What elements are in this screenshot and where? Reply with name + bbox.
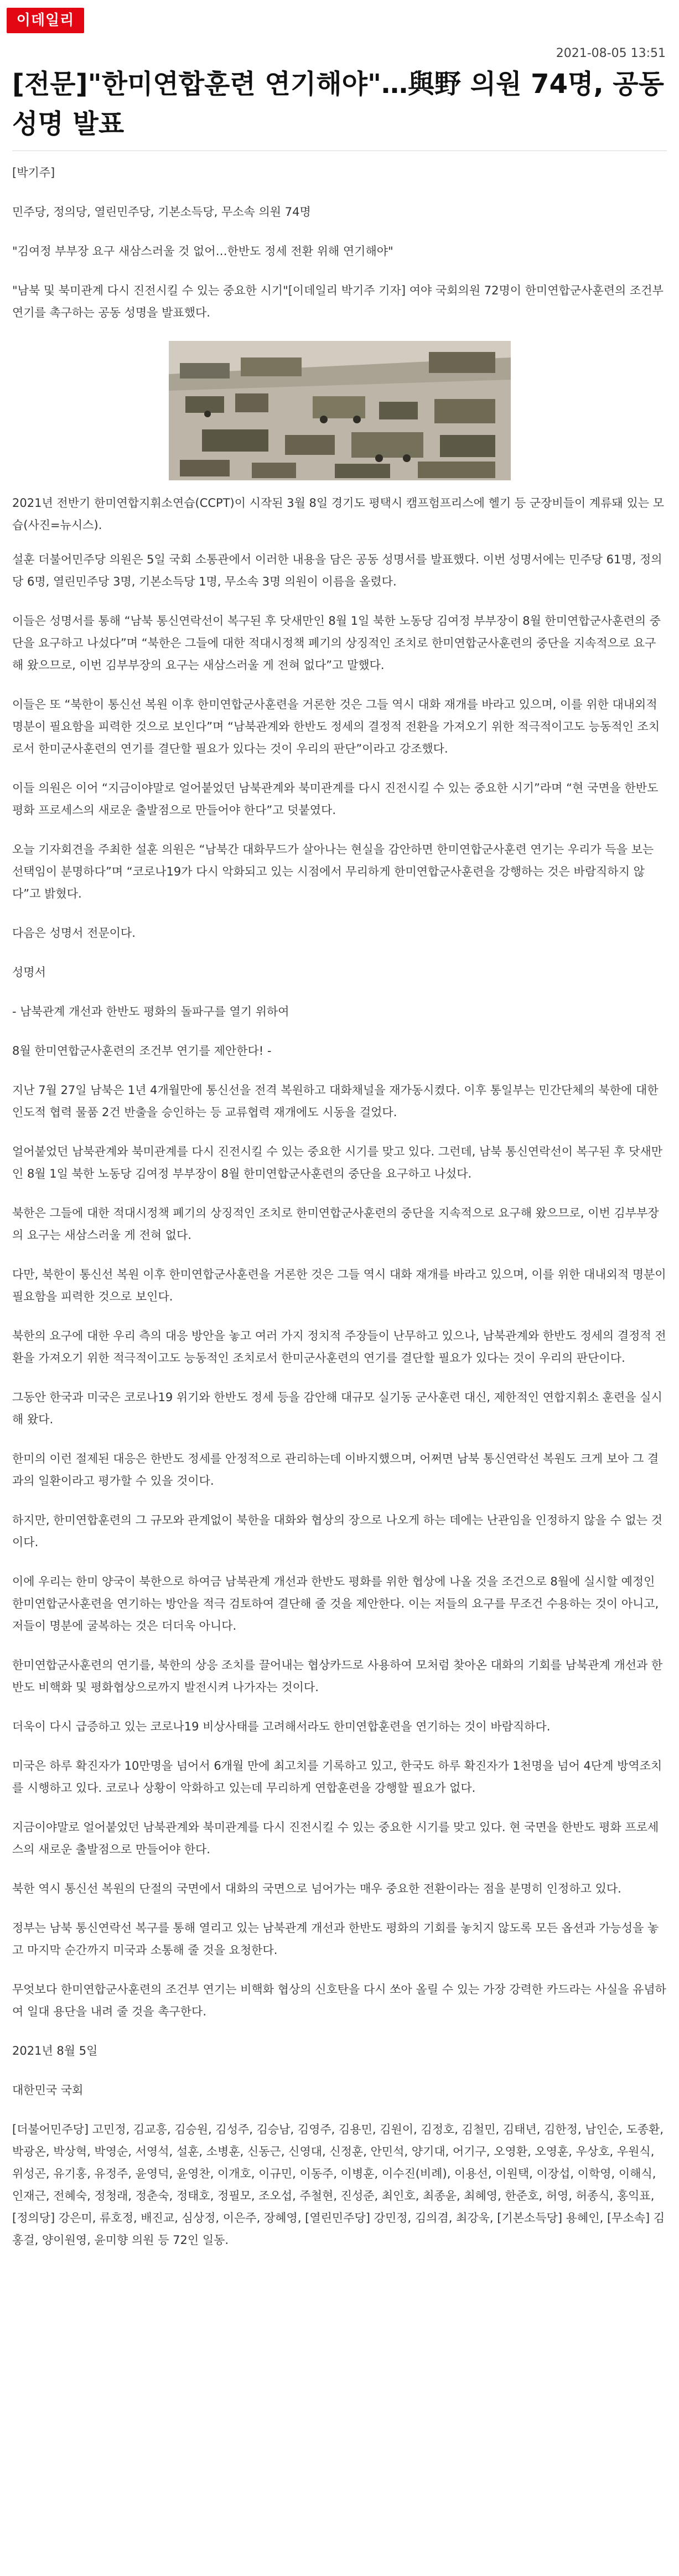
article-paragraph: - 남북관계 개선과 한반도 평화의 돌파구를 열기 위하여: [12, 1005, 289, 1018]
article-paragraph: 이들 의원은 이어 “지금이야말로 얼어붙었던 남북관계와 북미관계를 다시 진전시킬 수 있는 중요한 시기”라며 “현 국면을 한반도 평화 프로세스의 새로운 출발점으로 만들어야 한다”고 덧붙였다.: [12, 781, 659, 817]
article-paragraph: "남북 및 북미관계 다시 진전시킬 수 있는 중요한 시기"[이데일리 박기주 기자] 여야 국회의원 72명이 한미연합군사훈련의 조건부 연기를 촉구하는 공동 성명을 발표했다.: [12, 284, 664, 319]
article-paragraph: 한미연합군사훈련의 연기를, 북한의 상응 조치를 끌어내는 협상카드로 사용하여 모처럼 찾아온 대화의 기회를 남북관계 개선과 한반도 비핵화 및 평화협상으로까지 발전시켜 나가자는 것이다.: [12, 1658, 663, 1694]
article-paragraph: "김여정 부부장 요구 새삼스러울 것 없어…한반도 정세 전환 위해 연기해야": [12, 245, 393, 258]
article-paragraph: 그동안 한국과 미국은 코로나19 위기와 한반도 정세 등을 감안해 대규모 실기동 군사훈련 대신, 제한적인 연합지휘소 훈련을 실시해 왔다.: [12, 1391, 662, 1426]
article-paragraph: [박기주]: [12, 166, 55, 179]
article-paragraph: 정부는 남북 통신연락선 복구를 통해 열리고 있는 남북관계 개선과 한반도 평화의 기회를 놓치지 않도록 모든 옵션과 가능성을 놓고 마지막 순간까지 미국과 소통해 줄 것을 요청한다.: [12, 1921, 659, 1957]
article-paragraph: 얼어붙었던 남북관계와 북미관계를 다시 진전시킬 수 있는 중요한 시기를 맞고 있다. 그런데, 남북 통신연락선이 복구된 후 닷새만인 8월 1일 북한 노동당 김여정 부부장이 8월 한미연합군사훈련의 중단을 요구하고 나섰다.: [12, 1145, 663, 1180]
article-paragraph: 이들은 성명서를 통해 “남북 통신연락선이 복구된 후 닷새만인 8월 1일 북한 노동당 김여정 부부장이 8월 한미연합군사훈련의 중단을 요구하고 나섰다”며 “북한은 그들에 대한 적대시정책 폐기의 상징적인 조치로 한미연합군사훈련의 중단을 지속적으로 요구해 왔으므로, 이번 김부부장의 요구는 새삼스러울 게 전혀 없다”고 말했다.: [12, 614, 661, 672]
article-paragraph: 무엇보다 한미연합군사훈련의 조건부 연기는 비핵화 협상의 신호탄을 다시 쏘아 올릴 수 있는 가장 강력한 카드라는 사실을 유념하여 일대 용단을 내려 줄 것을 촉구한다.: [12, 1983, 666, 2018]
article-paragraph: 2021년 8월 5일: [12, 2044, 98, 2057]
military-vehicles-image: [169, 341, 511, 480]
article-paragraph: 8월 한미연합군사훈련의 조건부 연기를 제안한다! -: [12, 1044, 272, 1058]
article-paragraph: 민주당, 정의당, 열린민주당, 기본소득당, 무소속 의원 74명: [12, 205, 311, 219]
article-paragraph: 지난 7월 27일 남북은 1년 4개월만에 통신선을 전격 복원하고 대화채널을 재가동시켰다. 이후 통일부는 민간단체의 북한에 대한 인도적 협력 물품 2건 반출을 승인하는 등 교류협력 재개에도 시동을 걸었다.: [12, 1084, 659, 1119]
article-photo: [169, 341, 511, 480]
article-text: [12, 548, 667, 2251]
article-paragraph: 지금이야말로 얼어붙었던 남북관계와 북미관계를 다시 진전시킬 수 있는 중요한 시기를 맞고 있다. 현 국면을 한반도 평화 프로세스의 새로운 출발점으로 만들어야 한다.: [12, 1821, 659, 1856]
site-logo[interactable]: 이데일리: [7, 8, 84, 33]
article-intro: [12, 162, 667, 324]
article-paragraph: 다만, 북한이 통신선 복원 이후 한미연합군사훈련을 거론한 것은 그들 역시 대화 재개를 바라고 있으며, 이를 위한 대내외적 명분이 필요함을 피력한 것으로 보인다.: [12, 1268, 666, 1303]
article-paragraph: 미국은 하루 확진자가 10만명을 넘어서 6개월 만에 최고치를 기록하고 있고, 한국도 하루 확진자가 1천명을 넘어 4단계 방역조치를 시행하고 있다. 코로나 상황이 악화하고 있는데 무리하게 연합훈련을 강행할 필요가 없다.: [12, 1759, 662, 1795]
article-paragraph: 성명서: [12, 966, 46, 979]
article-paragraph: 다음은 성명서 전문이다.: [12, 926, 136, 940]
article-paragraph: 북한의 요구에 대한 우리 측의 대응 방안을 놓고 여러 가지 정치적 주장들이 난무하고 있으나, 남북관계와 한반도 정세의 결정적 전환을 가져오기 위한 적극적이고도 능동적인 조치로서 한미군사훈련의 연기를 결단할 필요가 있다는 것이 우리의 판단이다.: [12, 1329, 666, 1365]
article-body: [12, 162, 667, 2268]
article-paragraph: 북한 역시 통신선 복원의 단절의 국면에서 대화의 국면으로 넘어가는 매우 중요한 전환이라는 점을 분명히 인정하고 있다.: [12, 1882, 621, 1895]
article-paragraph: 북한은 그들에 대한 적대시정책 폐기의 상징적인 조치로 한미연합군사훈련의 중단을 지속적으로 요구해 왔으므로, 이번 김부부장의 요구는 새삼스러울 게 전혀 없다.: [12, 1206, 659, 1242]
article-title: [전문]"한미연합훈련 연기해야"…與野 의원 74명, 공동성명 발표: [12, 69, 665, 139]
article-paragraph: 오늘 기자회견을 주최한 설훈 의원은 “남북간 대화무드가 살아나는 현실을 감안하면 한미연합군사훈련 연기는 우리가 득을 보는 선택임이 분명하다”며 “코로나19가 다시 악화되고 있는 시점에서 무리하게 한미연합군사훈련을 강행하는 것은 바람직하지 않다”고 밝혔다.: [12, 843, 654, 900]
article-date: 2021-08-05 13:51: [556, 46, 666, 60]
article-paragraph: 이에 우리는 한미 양국이 북한으로 하여금 남북관계 개선과 한반도 평화를 위한 협상에 나올 것을 조건으로 8월에 실시할 예정인 한미연합군사훈련을 연기하는 방안을 적극 검토하여 결단해 줄 것을 제안한다. 이는 저들의 요구를 무조건 수용하는 것이 아니고, 저들이 명분에 굴복하는 것은 더더욱 아니다.: [12, 1575, 659, 1632]
article-paragraph: 설훈 더불어민주당 의원은 5일 국회 소통관에서 이러한 내용을 담은 공동 성명서를 발표했다. 이번 성명서에는 민주당 61명, 정의당 6명, 열린민주당 3명, 기본소득당 1명, 무소속 3명 의원이 이름을 올렸다.: [12, 553, 662, 588]
article-photo-wrap: [12, 341, 667, 488]
article-paragraph: 하지만, 한미연합훈련의 그 규모와 관계없이 북한을 대화와 협상의 장으로 나오게 하는 데에는 난관임을 인정하지 않을 수 없는 것이다.: [12, 1514, 663, 1549]
photo-caption: 2021년 전반기 한미연합지휘소연습(CCPT)이 시작된 3월 8일 경기도 평택시 캠프험프리스에 헬기 등 군장비들이 계류돼 있는 모습(사진=뉴시스).: [12, 496, 664, 532]
article-paragraph: [더불어민주당] 고민정, 김교흥, 김승원, 김성주, 김승남, 김영주, 김용민, 김원이, 김정호, 김철민, 김태년, 김한정, 남인순, 도종환, 박광온, 박상혁, 박영순, 서영석, 설훈, 소병훈, 신동근, 신영대, 신정훈, 안민석, 양기대, 어기구, 오영환, 오영훈, 우상호, 우원식, 위성곤, 유기홍, 유정주, 윤영덕, 윤영찬, 이개호, 이규민, 이동주, 이병훈, 이수진(비례), 이용선, 이원택, 이장섭, 이학영, 이해식, 인재근, 전혜숙, 정청래, 정춘숙, 정태호, 정필모, 조오섭, 주철현, 진성준, 최인호, 최종윤, 최혜영, 한준호, 허영, 허종식, 홍익표, [정의당] 강은미, 류호정, 배진교, 심상정, 이은주, 장혜영, [열린민주당] 강민정, 김의겸, 최강욱, [기본소득당] 용혜인, [무소속] 김홍걸, 양이원영, 윤미향 의원 등 72인 일동.: [12, 2123, 665, 2247]
article-paragraph: 더욱이 다시 급증하고 있는 코로나19 비상사태를 고려해서라도 한미연합훈련을 연기하는 것이 바람직하다.: [12, 1720, 551, 1733]
article-paragraph: 이들은 또 “북한이 통신선 복원 이후 한미연합군사훈련을 거론한 것은 그들 역시 대화 재개를 바라고 있으며, 이를 위한 대내외적 명분이 필요함을 피력한 것으로 보인다”며 “남북관계와 한반도 정세의 결정적 전환을 가져오기 위한 적극적이고도 능동적인 조치로서 한미군사훈련의 연기를 결단할 필요가 있다는 것이 우리의 판단”이라고 강조했다.: [12, 698, 660, 755]
article-paragraph: 한미의 이런 절제된 대응은 한반도 정세를 안정적으로 관리하는데 이바지했으며, 어쩌면 남북 통신연락선 복원도 크게 보아 그 결과의 일환이라고 평가할 수 있을 것이다.: [12, 1452, 659, 1487]
article-paragraph: 대한민국 국회: [12, 2083, 84, 2097]
